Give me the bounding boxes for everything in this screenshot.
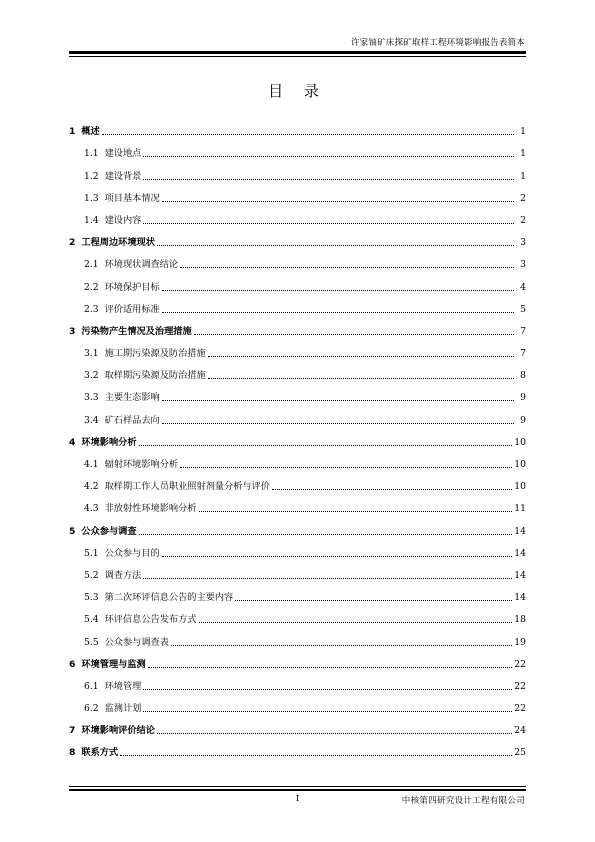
toc-entry-section[interactable] — [69, 471, 526, 493]
toc-entry-label: 环境管理与监测 — [81, 658, 146, 670]
toc-entry-label: 环境管理 — [104, 680, 142, 692]
toc-entry-page: 22 — [514, 703, 526, 715]
toc-dot-leader — [120, 754, 512, 756]
toc-entry-section[interactable] — [69, 183, 526, 205]
toc-entry-section[interactable] — [69, 382, 526, 404]
toc-entry-chapter[interactable] — [69, 715, 526, 737]
toc-dot-leader — [143, 178, 514, 180]
toc-entry-label: 非放射性环境影响分析 — [104, 503, 197, 515]
toc-entry-label: 第二次环评信息公告的主要内容 — [104, 592, 234, 604]
toc-entry-number: 3.2 — [84, 370, 99, 382]
toc-entry-number: 6.2 — [84, 703, 99, 715]
toc-entry-chapter[interactable] — [69, 427, 526, 449]
toc-entry-number: 4.1 — [84, 459, 99, 470]
footer-rule — [69, 789, 526, 791]
toc-dot-leader — [171, 644, 512, 646]
toc-entry-number: 1.1 — [84, 148, 99, 160]
toc-title: 目 录 — [268, 82, 327, 100]
toc-entry-label: 施工期污染源及防治措施 — [104, 348, 206, 360]
toc-entry-chapter[interactable] — [69, 116, 526, 138]
toc-entry-page: 14 — [514, 525, 526, 537]
toc-entry-page: 5 — [520, 303, 526, 315]
toc-entry-label: 建设内容 — [104, 214, 142, 226]
toc-entry-page: 18 — [514, 614, 526, 626]
toc-dot-leader — [208, 377, 514, 379]
toc-entry-page: 1 — [520, 126, 526, 138]
toc-entry-number: 5.4 — [84, 614, 99, 626]
toc-entry-page: 22 — [514, 680, 526, 692]
table-of-contents — [69, 116, 526, 759]
toc-entry-page: 2 — [520, 192, 526, 204]
toc-entry-chapter[interactable] — [69, 227, 526, 249]
toc-entry-page: 1 — [520, 170, 526, 182]
toc-dot-leader — [180, 266, 514, 268]
toc-entry-label: 公众参与目的 — [104, 547, 160, 559]
toc-entry-section[interactable] — [69, 360, 526, 382]
toc-entry-label: 环境影响评价结论 — [81, 725, 155, 737]
toc-entry-page: 7 — [520, 348, 526, 360]
toc-entry-number: 5.5 — [84, 636, 99, 648]
toc-dot-leader — [157, 732, 512, 734]
toc-entry-page: 3 — [520, 237, 526, 249]
toc-entry-number: 4.3 — [84, 503, 99, 515]
toc-entry-number: 3.1 — [84, 348, 99, 360]
toc-entry-number: 7 — [69, 725, 76, 737]
toc-entry-page: 14 — [514, 547, 526, 559]
toc-dot-leader — [194, 333, 514, 335]
toc-entry-page: 22 — [514, 658, 526, 670]
toc-entry-number: 5.1 — [84, 547, 99, 559]
toc-entry-number: 4 — [69, 436, 76, 448]
toc-entry-label: 概述 — [81, 126, 100, 138]
toc-dot-leader — [162, 399, 514, 401]
toc-entry-label: 建设背景 — [104, 170, 142, 182]
toc-entry-section[interactable] — [69, 138, 526, 160]
toc-dot-leader — [162, 311, 514, 313]
toc-entry-section[interactable] — [69, 404, 526, 426]
toc-entry-label: 取样期污染源及防治措施 — [104, 370, 206, 382]
toc-entry-number: 3.4 — [84, 414, 99, 426]
toc-entry-number: 2.2 — [84, 281, 99, 293]
toc-entry-number: 5.2 — [84, 569, 99, 581]
toc-dot-leader — [143, 155, 514, 157]
toc-entry-section[interactable] — [69, 671, 526, 693]
toc-entry-label: 环境现状调查结论 — [104, 259, 179, 271]
toc-entry-number: 8 — [69, 747, 76, 759]
toc-dot-leader — [199, 621, 513, 623]
toc-entry-section[interactable] — [69, 538, 526, 560]
toc-entry-label: 联系方式 — [81, 747, 119, 759]
toc-entry-section[interactable] — [69, 271, 526, 293]
toc-dot-leader — [208, 355, 514, 357]
toc-entry-number: 5 — [69, 525, 76, 537]
toc-entry-page: 3 — [520, 259, 526, 271]
toc-dot-leader — [143, 688, 512, 690]
toc-entry-label: 调查方法 — [104, 569, 142, 581]
toc-dot-leader — [139, 533, 513, 535]
toc-dot-leader — [162, 422, 514, 424]
toc-entry-page: 25 — [514, 747, 526, 759]
toc-entry-page: 2 — [520, 214, 526, 226]
toc-entry-label: 公众参与调查 — [81, 525, 137, 537]
toc-entry-section[interactable] — [69, 249, 526, 271]
toc-entry-page: 19 — [514, 636, 526, 648]
toc-entry-label: 工程周边环境现状 — [81, 237, 155, 249]
toc-entry-number: 4.2 — [84, 481, 99, 493]
footer-page-number: I — [295, 794, 300, 804]
toc-entry-section[interactable] — [69, 160, 526, 182]
toc-entry-section[interactable] — [69, 604, 526, 626]
running-header: 许家铀矿床探矿取样工程环境影响报告表简本 — [350, 38, 525, 48]
toc-dot-leader — [162, 289, 514, 291]
toc-entry-page: 4 — [520, 281, 526, 293]
toc-dot-leader — [139, 444, 513, 446]
toc-entry-number: 6 — [69, 658, 76, 670]
toc-entry-chapter[interactable] — [69, 515, 526, 537]
footer-organization: 中核第四研究设计工程有限公司 — [401, 796, 525, 806]
toc-entry-label: 污染物产生情况及治理措施 — [81, 325, 192, 337]
toc-entry-label: 评价适用标准 — [104, 303, 160, 315]
footer-rule-thin — [69, 786, 526, 787]
toc-entry-chapter[interactable] — [69, 316, 526, 338]
toc-entry-label: 监测计划 — [104, 703, 142, 715]
toc-entry-page: 11 — [514, 503, 526, 515]
toc-dot-leader — [148, 666, 513, 668]
toc-entry-page: 9 — [520, 414, 526, 426]
toc-entry-number: 2 — [69, 237, 76, 249]
toc-entry-page: 7 — [520, 325, 526, 337]
toc-entry-page: 1 — [520, 148, 526, 160]
header-rule — [69, 51, 526, 54]
toc-entry-label: 矿石样品去向 — [104, 414, 160, 426]
toc-entry-page: 14 — [514, 569, 526, 581]
toc-entry-label: 项目基本情况 — [104, 192, 160, 204]
toc-entry-section[interactable] — [69, 205, 526, 227]
toc-entry-number: 2.1 — [84, 259, 99, 271]
toc-entry-chapter[interactable] — [69, 737, 526, 759]
toc-entry-label: 环评信息公告发布方式 — [104, 614, 197, 626]
toc-entry-section[interactable] — [69, 626, 526, 648]
toc-entry-section[interactable] — [69, 693, 526, 715]
toc-entry-page: 14 — [514, 592, 526, 604]
toc-entry-section[interactable] — [69, 449, 526, 471]
toc-dot-leader — [180, 466, 512, 468]
toc-entry-number: 1 — [69, 126, 76, 138]
toc-entry-section[interactable] — [69, 294, 526, 316]
toc-entry-chapter[interactable] — [69, 649, 526, 671]
toc-dot-leader — [143, 710, 512, 712]
toc-entry-number: 1.4 — [84, 214, 99, 226]
header-rule-thin — [69, 56, 526, 57]
toc-entry-number: 2.3 — [84, 303, 99, 315]
toc-entry-page: 10 — [514, 459, 526, 470]
toc-entry-number: 3 — [69, 325, 76, 337]
toc-entry-page: 10 — [514, 436, 526, 448]
toc-dot-leader — [157, 244, 514, 246]
toc-entry-section[interactable] — [69, 560, 526, 582]
toc-entry-number: 3.3 — [84, 392, 99, 404]
toc-entry-page: 10 — [514, 481, 526, 493]
toc-entry-page: 24 — [514, 725, 526, 737]
toc-entry-number: 1.3 — [84, 192, 99, 204]
toc-entry-number: 6.1 — [84, 680, 99, 692]
toc-entry-label: 辐射环境影响分析 — [104, 459, 179, 470]
toc-entry-label: 环境保护目标 — [104, 281, 160, 293]
toc-entry-label: 环境影响分析 — [81, 436, 137, 448]
toc-dot-leader — [235, 599, 512, 601]
toc-entry-section[interactable] — [69, 493, 526, 515]
toc-entry-page: 8 — [520, 370, 526, 382]
toc-entry-number: 5.3 — [84, 592, 99, 604]
toc-entry-section[interactable] — [69, 582, 526, 604]
toc-dot-leader — [143, 222, 514, 224]
toc-dot-leader — [272, 488, 512, 490]
toc-entry-page: 9 — [520, 392, 526, 404]
toc-dot-leader — [162, 555, 513, 557]
toc-entry-label: 取样期工作人员职业照射剂量分析与评价 — [104, 481, 270, 493]
toc-entry-label: 主要生态影响 — [104, 392, 160, 404]
toc-entry-number: 1.2 — [84, 170, 99, 182]
toc-entry-label: 建设地点 — [104, 148, 142, 160]
toc-dot-leader — [143, 577, 512, 579]
toc-dot-leader — [102, 133, 514, 135]
toc-entry-label: 公众参与调查表 — [104, 636, 169, 648]
toc-dot-leader — [199, 510, 513, 512]
toc-dot-leader — [162, 200, 514, 202]
toc-entry-section[interactable] — [69, 338, 526, 360]
